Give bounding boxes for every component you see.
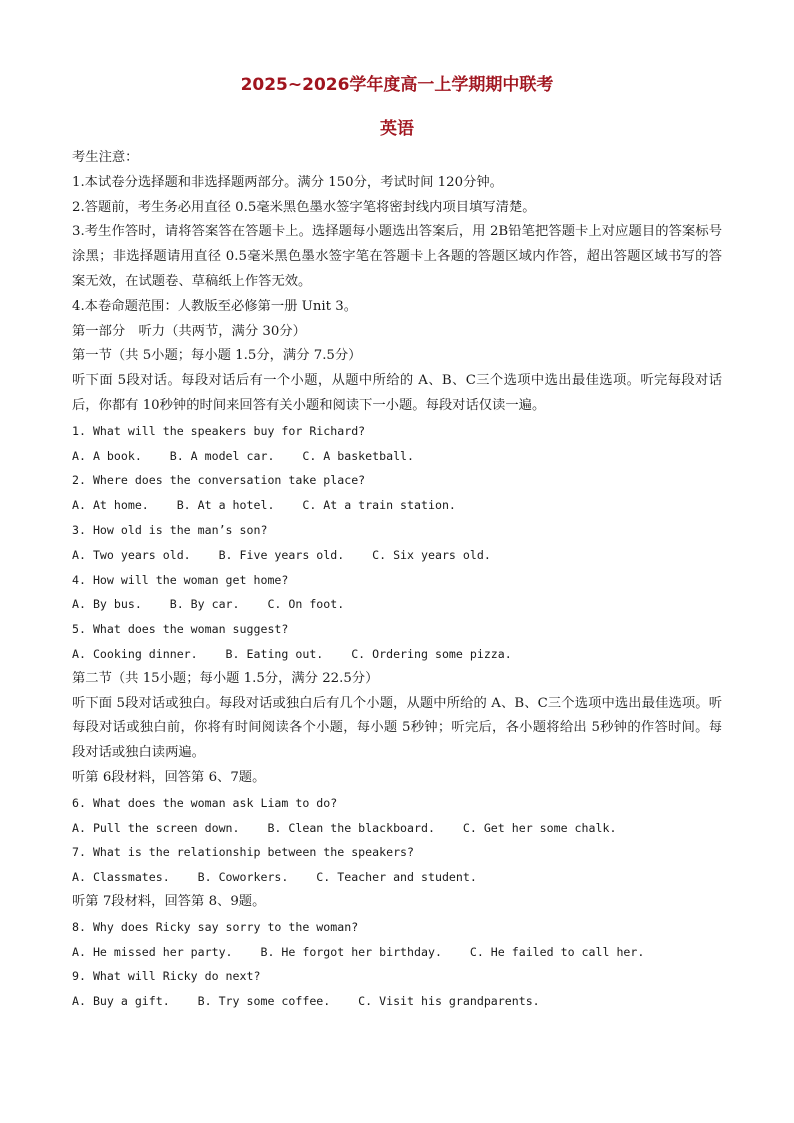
group-lead: 听第 6段材料，回答第 6、7题。 bbox=[72, 769, 266, 785]
question-4-options: A. By bus. B. By car. C. On foot. bbox=[72, 597, 345, 612]
notice-item: 2.答题前，考生务必用直径 0.5毫米黑色墨水签字笔将密封线内项目填写清楚。 bbox=[72, 199, 536, 215]
question-3-options: A. Two years old. B. Five years old. C. Six years old. bbox=[72, 547, 491, 562]
question-9-options: A. Buy a gift. B. Try some coffee. C. Visit his grandparents. bbox=[72, 994, 540, 1009]
exam-content bbox=[72, 146, 722, 1014]
notice-item: 4.本卷命题范围：人教版至必修第一册 Unit 3。 bbox=[72, 298, 358, 314]
question-9: 9. What will Ricky do next? bbox=[72, 969, 261, 984]
exam-title: 2025~2026学年度高一上学期期中联考 bbox=[240, 75, 554, 95]
notice-item: 3.考生作答时，请将答案答在答题卡上。选择题每小题选出答案后，用 2B铅笔把答题卡上对应题目的答案标号涂黑；非选择题请用直径 0.5毫米黑色墨水签字笔在答题卡上各题的答题区域内作答，超出答题区域书写的答案无效，在试题卷、草稿纸上作答无效。 bbox=[72, 224, 722, 289]
question-5-options: A. Cooking dinner. B. Eating out. C. Ordering some pizza. bbox=[72, 646, 512, 661]
part1-heading: 第一部分 听力（共两节，满分 30分） bbox=[72, 323, 306, 339]
question-2: 2. Where does the conversation take place? bbox=[72, 473, 366, 488]
question-6: 6. What does the woman ask Liam to do? bbox=[72, 795, 338, 810]
notice-item: 1.本试卷分选择题和非选择题两部分。满分 150分，考试时间 120分钟。 bbox=[72, 174, 503, 190]
question-1: 1. What will the speakers buy for Richard? bbox=[72, 423, 366, 438]
question-8: 8. Why does Ricky say sorry to the woman? bbox=[72, 919, 359, 934]
section1-instructions: 听下面 5段对话。每段对话后有一个小题，从题中所给的 A、B、C三个选项中选出最佳选项。听完每段对话后，你都有 10秒钟的时间来回答有关小题和阅读下一小题。每段对话仅读一遍。 bbox=[72, 373, 722, 413]
question-7-options: A. Classmates. B. Coworkers. C. Teacher and student. bbox=[72, 870, 477, 885]
question-1-options: A. A book. B. A model car. C. A basketball. bbox=[72, 448, 415, 463]
question-6-options: A. Pull the screen down. B. Clean the blackboard. C. Get her some chalk. bbox=[72, 820, 617, 835]
question-5: 5. What does the woman suggest? bbox=[72, 622, 289, 637]
section1-heading: 第一节（共 5小题；每小题 1.5分，满分 7.5分） bbox=[72, 348, 362, 364]
notice-heading: 考生注意： bbox=[72, 150, 139, 165]
section2-instructions: 听下面 5段对话或独白。每段对话或独白后有几个小题，从题中所给的 A、B、C三个选项中选出最佳选项。听每段对话或独白前，你将有时间阅读各个小题，每小题 5秒钟；听完后，各小题将给出 5秒钟的作答时间。每段对话或独白读两遍。 bbox=[72, 695, 722, 761]
question-2-options: A. At home. B. At a hotel. C. At a train station. bbox=[72, 498, 456, 513]
question-3: 3. How old is the man’s son? bbox=[72, 522, 268, 537]
question-8-options: A. He missed her party. B. He forgot her birthday. C. He failed to call her. bbox=[72, 944, 645, 959]
subject-title: 英语 bbox=[380, 119, 414, 139]
question-4: 4. How will the woman get home? bbox=[72, 572, 289, 587]
question-7: 7. What is the relationship between the speakers? bbox=[72, 845, 415, 860]
group-lead: 听第 7段材料，回答第 8、9题。 bbox=[72, 893, 266, 909]
section2-heading: 第二节（共 15小题；每小题 1.5分，满分 22.5分） bbox=[72, 670, 379, 686]
